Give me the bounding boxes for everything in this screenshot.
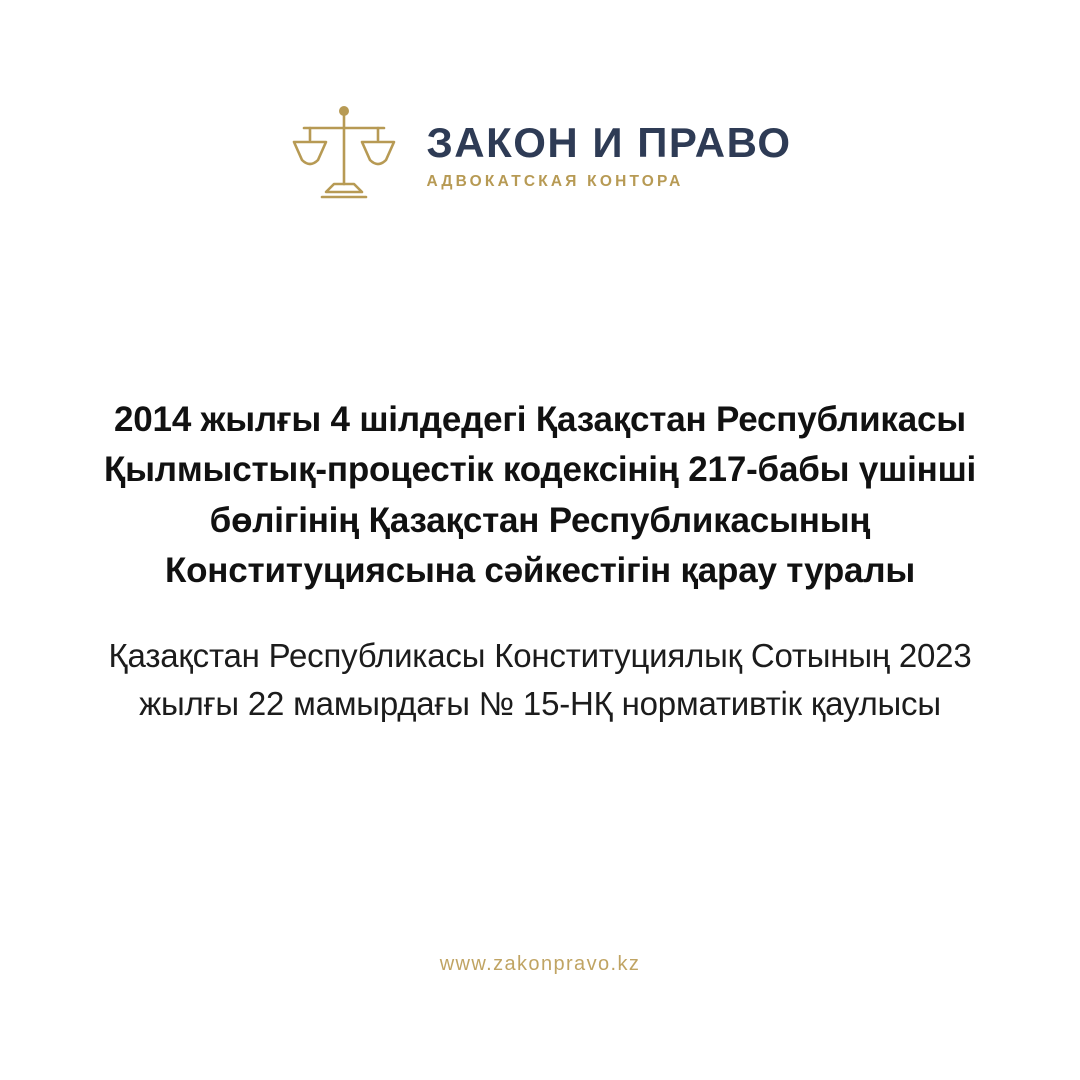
scales-of-justice-icon <box>288 98 400 208</box>
brand-subtitle: АДВОКАТСКАЯ КОНТОРА <box>426 173 684 191</box>
brand-title: ЗАКОН И ПРАВО <box>426 118 792 166</box>
document-reference: Қазақстан Республикасы Конституциялық Сотының 2023 жылғы 22 мамырдағы № 15-НҚ нормативтік қаулысы <box>108 636 972 723</box>
poster-text-block <box>60 360 1020 762</box>
brand-wordmark <box>426 115 791 191</box>
document-title: 2014 жылғы 4 шілдедегі Қазақстан Республикасы Қылмыстық-процестік кодексінің 217-бабы үшінші бөлігінің Қазақстан Республикасының Конституциясына сәйкестігін қарау туралы <box>103 400 977 591</box>
brand-logo <box>288 98 791 208</box>
website-url: www.zakonpravo.kz <box>439 953 641 975</box>
